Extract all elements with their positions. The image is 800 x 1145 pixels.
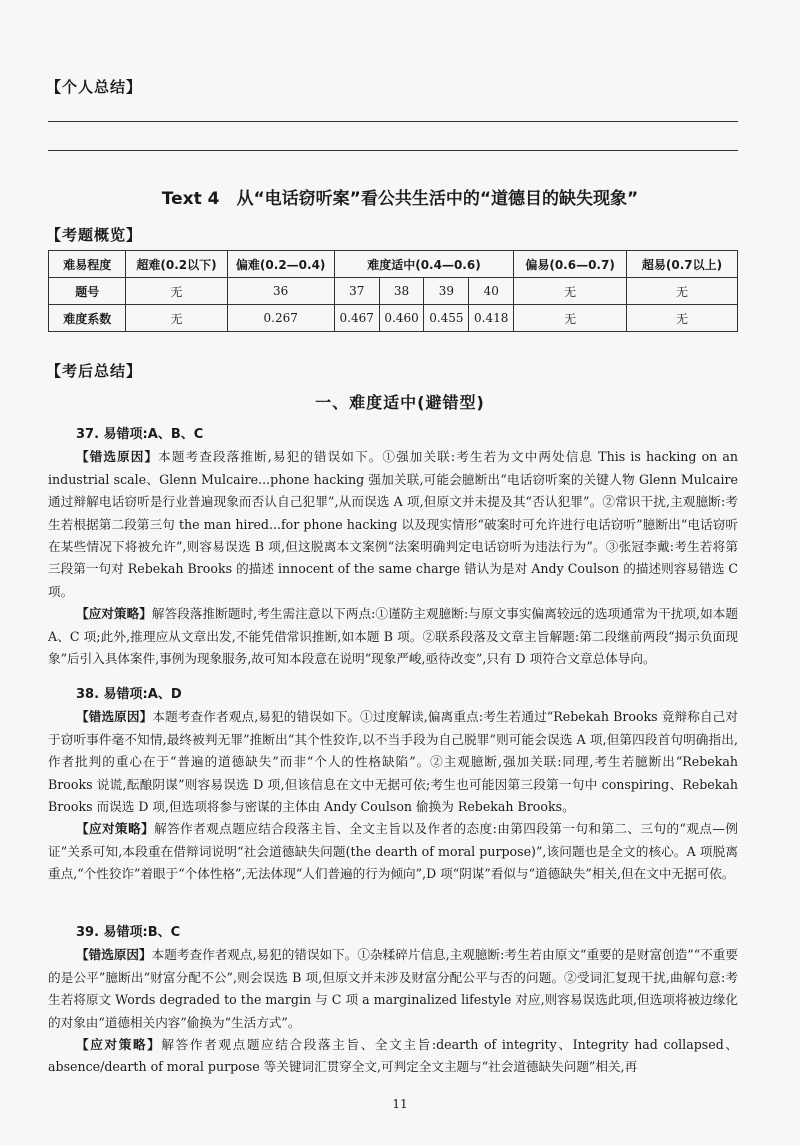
q39-error-cause [48,944,738,1034]
q38-block [48,684,738,886]
table-cell: 无 [627,278,738,305]
section-heading: 一、难度适中(避错型) [315,393,485,412]
table-cell: 36 [227,278,334,305]
table-row-header [49,251,738,278]
table-header-cell: 难度适中(0.4—0.6) [334,251,513,278]
table-cell: 无 [514,305,627,332]
q38-heading: 38. 易错项:A、D [76,687,182,702]
page-title: Text 4 从“电话窃听案”看公共生活中的“道德目的缺失现象” [161,189,639,209]
q37-strategy-tag: 【应对策略】 [76,606,152,622]
q39-strategy-text: 解答作者观点题应结合段落主旨、全文主旨:dearth of integrity、Integrity had collapsed、absence/dearth of moral purpose 等关键词汇贯穿全文,可判定全文主题与“社会道德缺失问题”相关,再 [48,1037,738,1075]
q38-strategy-text: 解答作者观点题应结合段落主旨、全文主旨以及作者的态度:由第四段第一句和第二、三句的“观点—例证”关系可知,本段重在借辩词说明“社会道德缺失问题(the dearth of moral purpose)”,该问题也是全文的核心。A 项脱离重点,“个性狡诈”着眼于“个体性格”,无法体现“人们普遍的行为倾向”,D 项“阴谋”看似与“道德缺失”相关,但在文中无据可依。 [48,821,738,882]
table-cell: 40 [469,278,514,305]
table-cell: 38 [379,278,424,305]
q39-heading: 39. 易错项:B、C [76,925,181,940]
q37-strategy [48,603,738,670]
page-number: 11 [392,1097,408,1111]
table-row-question-numbers [49,278,738,305]
writing-line-2 [48,150,738,151]
table-header-cell: 超易(0.7以上) [627,251,738,278]
q37-error-cause [48,446,738,603]
q37-heading: 37. 易错项:A、B、C [76,427,204,442]
table-row-label: 题号 [49,278,126,305]
q38-strategy-tag: 【应对策略】 [76,821,155,837]
q39-block [48,922,738,1079]
table-header-cell: 偏易(0.6—0.7) [514,251,627,278]
table-cell: 39 [424,278,469,305]
table-cell: 0.467 [334,305,379,332]
q37-strategy-text: 解答段落推断题时,考生需注意以下两点:①谨防主观臆断:与原文事实偏离较远的选项通常为干扰项,如本题 A、C 项;此外,推理应从文章出发,不能凭借常识推断,如本题 B 项。②联系段落及文章主旨解题:第二段继前两段“揭示负面现象”后引入具体案件,事例为现象服务,故可知本段意在说明“现象严峻,亟待改变”,只有 D 项符合文章总体导向。 [48,606,738,667]
table-header-cell: 难易程度 [49,251,126,278]
overview-label: 【考题概览】 [46,226,143,244]
writing-line-1 [48,121,738,122]
table-cell: 无 [514,278,627,305]
q37-block [48,424,738,670]
table-cell: 0.455 [424,305,469,332]
difficulty-overview-table [48,250,738,332]
table-cell: 37 [334,278,379,305]
q39-strategy-tag: 【应对策略】 [76,1037,162,1053]
table-header-cell: 超难(0.2以下) [126,251,227,278]
table-header-cell: 偏难(0.2—0.4) [227,251,334,278]
q39-strategy [48,1034,738,1079]
table-cell: 无 [126,278,227,305]
q38-error-cause-tag: 【错选原因】 [76,709,153,725]
personal-summary-label: 【个人总结】 [46,78,143,96]
table-row-label: 难度系数 [49,305,126,332]
q38-error-cause-text: 本题考查作者观点,易犯的错误如下。①过度解读,偏离重点:考生若通过“Rebekah Brooks 竟辩称自己对于窃听事件毫不知情,最终被判无罪”推断出“其个性狡诈,以不当手段为自己脱罪”则可能会误选 A 项,但第四段首句明确指出,作者批判的重心在于“普遍的道德缺失”而非“个人的性格缺陷”。②主观臆断,强加关联:同理,考生若臆断出“Rebekah Brooks 说谎,酝酿阴谋”则容易误选 D 项,但该信息在文中无据可依;考生也可能因第三段第一句中 conspiring、Rebekah Brooks 而误选 D 项,但选项将参与密谋的主体由 Andy Coulson 偷换为 Rebekah Brooks。 [48,709,739,815]
table-cell: 0.460 [379,305,424,332]
post-exam-summary-label: 【考后总结】 [46,362,143,380]
table-cell: 0.418 [469,305,514,332]
q38-error-cause [48,706,738,818]
table-row-difficulty-coefficient [49,305,738,332]
q37-error-cause-tag: 【错选原因】 [76,449,159,465]
q37-error-cause-text: 本题考查段落推断,易犯的错误如下。①强加关联:考生若为文中两处信息 This is hacking on an industrial scale、Glenn Mulcaire...phone hacking 强加关联,可能会臆断出“电话窃听案的关键人物 Glenn Mulcaire 通过辩解电话窃听是行业普遍现象而否认自己犯罪”,从而误选 A 项,但原文并未提及其“否认犯罪”。②常识干扰,主观臆断:考生若根据第二段第三句 the man hired...for phone hacking 以及现实情形“破案时可允许进行电话窃听”臆断出“电话窃听在某些情况下将被允许”,则容易误选 B 项,但这脱离本文案例“法案明确判定电话窃听为违法行为”。③张冠李戴:考生若将第三段第一句对 Rebekah Brooks 的描述 innocent of the same charge 错认为是对 Andy Coulson 的描述则容易错选 C 项。 [48,449,738,599]
q39-error-cause-tag: 【错选原因】 [76,947,152,963]
q38-strategy [48,818,738,885]
table-cell: 无 [627,305,738,332]
table-cell: 无 [126,305,227,332]
table-cell: 0.267 [227,305,334,332]
q39-error-cause-text: 本题考查作者观点,易犯的错误如下。①杂糅碎片信息,主观臆断:考生若由原文“重要的是财富创造”“不重要的是公平”臆断出“财富分配不公”,则会误选 B 项,但原文并未涉及财富分配公平与否的问题。②受词汇复现干扰,曲解句意:考生若将原文 Words degraded to the margin 与 C 项 a marginalized lifestyle 对应,则容易误选此项,但选项将被边缘化的对象由“道德相关内容”偷换为“生活方式”。 [48,947,738,1030]
